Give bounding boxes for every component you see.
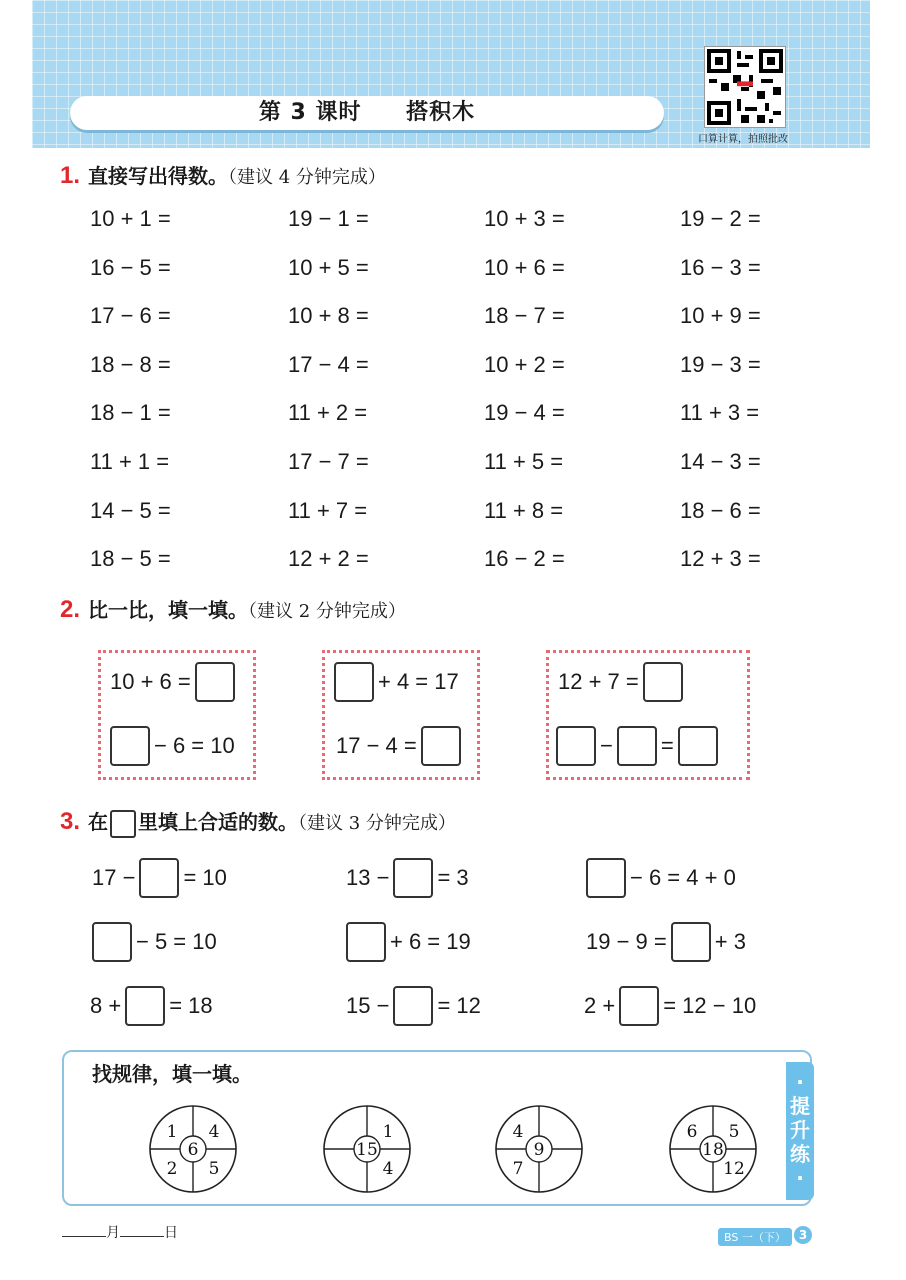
answer-box[interactable] [139, 858, 179, 898]
oral-question: 12 + 2 = [288, 546, 369, 572]
answer-box[interactable] [678, 726, 718, 766]
oral-question: 16 − 2 = [484, 546, 565, 572]
pattern-wheel [494, 1104, 584, 1194]
equation-text: + 4 = 17 [378, 669, 459, 694]
section-1-number: 1. [60, 162, 81, 189]
equation-text: 19 − 9 = [586, 929, 667, 954]
equation-text: 13 − [346, 865, 390, 890]
oral-question: 11 + 3 = [680, 400, 760, 426]
compare-1b [106, 726, 235, 766]
oral-question: 16 − 5 = [90, 254, 171, 280]
tab-char: · [796, 1166, 804, 1190]
answer-box[interactable] [586, 858, 626, 898]
equation-text: 10 + 6 = [110, 669, 191, 694]
section-1-hint: （建议 4 分钟完成） [228, 167, 386, 188]
fill-r3c1 [90, 986, 213, 1026]
section-4-heading: 找规律，填一填。 [92, 1062, 252, 1086]
qr-code-icon [705, 47, 785, 127]
tab-char: 练 [790, 1142, 810, 1166]
answer-box[interactable] [334, 662, 374, 702]
wheel-number-tl: 1 [166, 1122, 178, 1142]
section-3-hint: （建议 3 分钟完成） [298, 813, 456, 834]
lesson-title [70, 96, 664, 130]
section-3-text-b: 里填上合适的数。 [138, 810, 299, 834]
equation-text: 2 + [584, 993, 616, 1018]
equation-text: = 10 [183, 865, 227, 890]
fill-r1c2 [346, 858, 469, 898]
answer-box[interactable] [125, 986, 165, 1026]
wheel-number-bl: 7 [512, 1159, 524, 1179]
fill-r1c3 [582, 858, 736, 898]
answer-box[interactable] [643, 662, 683, 702]
oral-question: 12 + 3 = [680, 546, 761, 572]
oral-question: 16 − 3 = [680, 254, 761, 280]
fill-r3c3 [584, 986, 756, 1026]
month-blank[interactable] [62, 1222, 106, 1237]
advanced-practice-tab [786, 1062, 814, 1200]
equation-text: = 3 [437, 865, 469, 890]
lesson-number: 第 3 课时 [258, 100, 362, 125]
section-3-text-a: 在 [88, 810, 109, 834]
section-2-heading [60, 594, 406, 624]
date-line [62, 1222, 178, 1242]
equation-text: + 3 [714, 929, 746, 954]
pattern-wheel [148, 1104, 238, 1194]
fill-r2c3 [586, 922, 746, 962]
tab-char: · [796, 1070, 804, 1094]
oral-question: 11 + 5 = [484, 449, 564, 474]
compare-3b [552, 726, 722, 766]
answer-box[interactable] [110, 726, 150, 766]
equation-text: + 6 = 19 [390, 929, 471, 954]
tab-char: 升 [790, 1118, 810, 1142]
qr-caption: 口算计算，拍照批改 [698, 134, 788, 145]
equation-text: = 12 [437, 993, 481, 1018]
oral-question: 11 + 2 = [288, 400, 368, 426]
answer-box[interactable] [619, 986, 659, 1026]
oral-question: 14 − 3 = [680, 449, 761, 474]
wheel-number-tl: 6 [686, 1122, 698, 1142]
equation-text: 17 − 4 = [336, 733, 417, 758]
section-1-heading [60, 160, 386, 190]
oral-question: 19 − 4 = [484, 400, 565, 426]
minus-sign: − [600, 733, 613, 758]
fill-r2c1 [88, 922, 217, 962]
tab-char: 提 [790, 1094, 810, 1118]
answer-box[interactable] [556, 726, 596, 766]
oral-question: 14 − 5 = [90, 497, 171, 523]
answer-box[interactable] [195, 662, 235, 702]
section-3-number: 3. [60, 808, 81, 835]
equals-sign: = [660, 733, 674, 758]
oral-question: 10 + 3 = [484, 206, 565, 231]
equation-text: − 6 = 10 [154, 733, 235, 758]
wheel-number-tl: 4 [512, 1122, 524, 1142]
box-symbol [110, 810, 136, 838]
oral-question: 17 − 6 = [90, 303, 171, 329]
compare-1a [110, 662, 239, 702]
day-label: 日 [164, 1225, 178, 1241]
wheel-number-center: 9 [533, 1140, 545, 1160]
section-2-text: 比一比，填一填。 [88, 598, 249, 622]
wheel-number-tr: 5 [728, 1122, 740, 1142]
oral-question: 11 + 7 = [288, 497, 368, 523]
answer-box[interactable] [346, 922, 386, 962]
wheel-number-br: 5 [208, 1159, 220, 1179]
equation-text: = 12 − 10 [663, 993, 757, 1018]
section-2-number: 2. [60, 596, 81, 623]
answer-box[interactable] [671, 922, 711, 962]
equation-text: 8 + [90, 993, 122, 1018]
oral-question: 11 + 8 = [484, 497, 564, 523]
page-number: 3 [794, 1226, 812, 1244]
section-1-text: 直接写出得数。 [88, 164, 229, 188]
wheel-number-center: 15 [356, 1140, 378, 1160]
answer-box[interactable] [393, 858, 433, 898]
wheel-number-tr: 1 [382, 1122, 394, 1142]
answer-box[interactable] [393, 986, 433, 1026]
wheel-number-center: 18 [702, 1140, 724, 1160]
wheel-number-br: 12 [723, 1159, 745, 1179]
oral-question: 10 + 5 = [288, 254, 369, 280]
oral-question: 11 + 1 = [90, 449, 170, 474]
qr-code[interactable] [704, 46, 786, 128]
section-2-hint: （建议 2 分钟完成） [248, 601, 406, 622]
wheel-number-tr: 4 [208, 1122, 220, 1142]
pattern-wheel [322, 1104, 412, 1194]
equation-text: 15 − [346, 993, 390, 1018]
answer-box[interactable] [421, 726, 461, 766]
answer-box[interactable] [617, 726, 657, 766]
oral-question: 10 + 6 = [484, 254, 565, 280]
grade-badge: BS 一（下） [718, 1228, 792, 1246]
wheel-number-br: 4 [382, 1159, 394, 1179]
oral-question: 10 + 1 = [90, 206, 171, 231]
section-3-heading [60, 806, 456, 838]
compare-3a [558, 662, 687, 702]
day-blank[interactable] [120, 1222, 164, 1237]
equation-text: − 6 = 4 + 0 [630, 865, 736, 890]
oral-question: 18 − 8 = [90, 351, 171, 377]
oral-question: 18 − 5 = [90, 546, 171, 572]
equation-text: − 5 = 10 [136, 929, 217, 954]
oral-question: 18 − 7 = [484, 303, 565, 329]
equation-text: = 18 [169, 993, 213, 1018]
oral-question: 18 − 6 = [680, 497, 761, 523]
compare-2a [330, 662, 459, 702]
wheel-number-bl: 2 [166, 1159, 178, 1179]
pattern-wheel [668, 1104, 758, 1194]
equation-text: 17 − [92, 865, 136, 890]
oral-question: 19 − 3 = [680, 351, 761, 377]
fill-r1c1 [92, 858, 227, 898]
oral-question: 18 − 1 = [90, 400, 171, 426]
oral-question: 19 − 2 = [680, 206, 761, 231]
oral-question: 10 + 2 = [484, 351, 565, 377]
oral-question: 17 − 4 = [288, 351, 369, 377]
oral-question: 10 + 8 = [288, 303, 369, 329]
oral-question: 19 − 1 = [288, 206, 369, 231]
fill-r3c2 [346, 986, 481, 1026]
fill-r2c2 [342, 922, 471, 962]
oral-question: 10 + 9 = [680, 303, 761, 329]
oral-question: 17 − 7 = [288, 449, 369, 474]
month-label: 月 [106, 1225, 120, 1241]
answer-box[interactable] [92, 922, 132, 962]
wheel-number-center: 6 [187, 1140, 199, 1160]
compare-2b [336, 726, 465, 766]
lesson-topic: 搭积木 [406, 100, 476, 125]
equation-text: 12 + 7 = [558, 669, 639, 694]
